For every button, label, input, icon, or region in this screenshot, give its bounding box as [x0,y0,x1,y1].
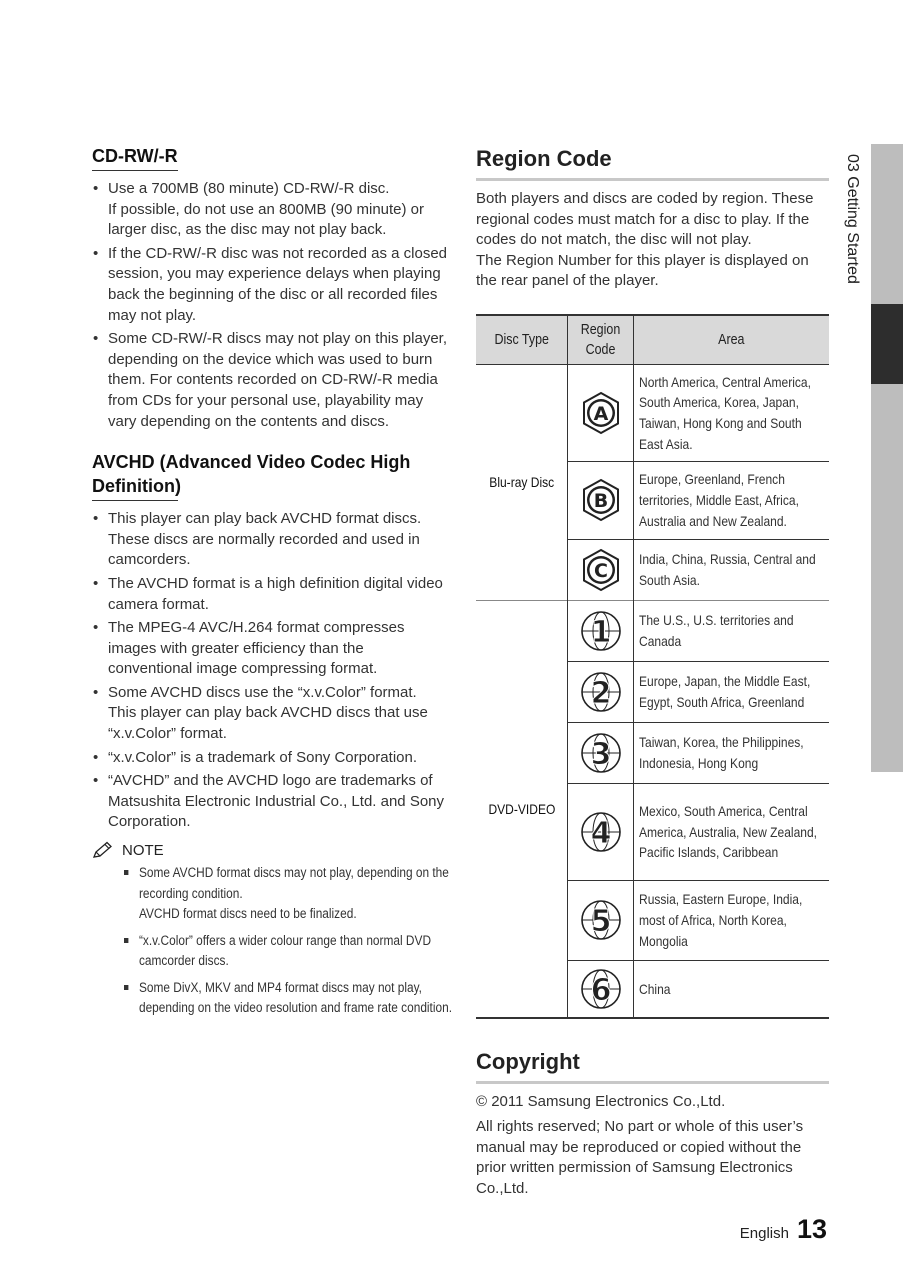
page-number: 13 [796,1214,827,1244]
svg-text:A: A [593,402,608,425]
list-item-text: If the CD-RW/-R disc was not recorded as a closed session, you may experience delays when playing back the beginning of the disc or all recorded files may not play. [108,244,448,324]
list-item: • This player can play back AVCHD format discs. These discs are normally recorded and used in camcorders. [92,509,448,571]
region-intro: Both players and discs are coded by region. These regional codes must match for a disc to play. If the codes do not match, the disc will not play. [476,190,814,249]
svg-text:B: B [593,490,608,513]
region-panel-note: The Region Number for this player is displayed on the rear panel of the player. [476,251,809,290]
note-text: AVCHD format discs need to be finalized. [138,906,357,922]
note-item [124,931,458,972]
list-item: • Some AVCHD discs use the “x.v.Color” format. This player can play back AVCHD discs that use “x.v.Color” format. [92,683,448,745]
bluray-region-c-icon [581,548,621,592]
chapter-label: 03 Getting Started [844,154,861,284]
note-list [92,863,453,1019]
note-item [124,863,458,925]
cdrw-heading: CD-RW/-R [92,144,178,171]
right-column [476,144,829,1199]
header-disc-type: Disc Type [476,315,568,365]
note-text: Some DivX, MKV and MP4 format discs may not play, depending on the video resolution and frame rate condition. [138,979,453,1016]
svg-text:2: 2 [590,675,611,711]
left-column [92,144,453,1025]
table-header-row [476,315,829,365]
region-code-cell [568,960,634,1018]
globe-region-5-icon [579,898,623,942]
note-text: Some AVCHD format discs may not play, depending on the recording condition. [138,865,449,901]
svg-text:5: 5 [590,904,611,940]
copyright-notice: All rights reserved; No part or whole of this user’s manual may be reproduced or copied without the prior written permission of Samsung Electronics Co.,Ltd. [476,1118,804,1197]
avchd-heading: AVCHD (Advanced Video Codec High Definition) [92,452,411,497]
note-heading [92,841,448,859]
bluray-region-a-icon [581,391,621,435]
list-item [92,179,448,241]
svg-text:4: 4 [590,815,611,851]
region-area-cell: North America, Central America, South America, Korea, Japan, Taiwan, Hong Kong and South East Asia. [634,364,830,461]
list-item [92,329,448,432]
note-label: NOTE [122,841,164,859]
list-item-text: Some CD-RW/-R discs may not play on this player, depending on the device which was used to burn them. For contents recorded on CD-RW/-R media from CDs for your personal use, playability may vary depending on the contents and discs. [108,330,448,430]
region-code-cell [568,539,634,600]
copyright-section [476,1047,829,1199]
list-item: • The MPEG-4 AVC/H.264 format compresses images with greater efficiency than the conventional image compressing format. [92,618,448,680]
list-item: • The AVCHD format is a high definition digital video camera format. [92,574,448,615]
list-item-text: If possible, do not use an 800MB (90 minute) or larger disc, as the disc may not play back. [108,200,425,239]
disc-type-bluray: Blu-ray Disc [476,364,568,600]
region-code-cell [568,722,634,783]
avchd-section [92,450,448,833]
region-code-cell [568,600,634,661]
header-area: Area [634,315,830,365]
globe-region-3-icon [579,731,623,775]
disc-type-dvd: DVD-VIDEO [476,600,568,1018]
region-code-cell [568,880,634,960]
region-area-cell: Russia, Eastern Europe, India, most of Africa, North Korea, Mongolia [634,880,830,960]
region-code-cell [568,783,634,880]
region-area-cell: Europe, Greenland, French territories, Middle East, Africa, Australia and New Zealand. [634,461,830,539]
pencil-icon [92,841,114,859]
list-item-text: • Use a 700MB (80 minute) CD-RW/-R disc. [108,180,390,197]
region-area-cell: The U.S., U.S. territories and Canada [634,600,830,661]
region-code-section [476,144,829,1019]
side-tab-marker [871,304,903,384]
note-text: “x.v.Color” offers a wider colour range than normal DVD camcorder discs. [138,932,432,969]
list-item: • “x.v.Color” is a trademark of Sony Corporation. [92,748,448,769]
region-code-table [476,314,829,1020]
region-area-cell: Taiwan, Korea, the Philippines, Indonesia, Hong Kong [634,722,830,783]
heading-underline [92,500,178,501]
region-code-cell [568,461,634,539]
region-area-cell: Mexico, South America, Central America, Australia, New Zealand, Pacific Islands, Caribbean [634,783,830,880]
avchd-list [92,509,448,833]
note-item [124,978,458,1019]
region-area-cell: India, China, Russia, Central and South Asia. [634,539,830,600]
copyright-line: © 2011 Samsung Electronics Co.,Ltd. [476,1093,726,1111]
globe-region-4-icon [579,810,623,854]
globe-region-6-icon [579,967,623,1011]
region-code-cell [568,364,634,461]
svg-text:C: C [593,559,608,582]
table-row [476,364,829,461]
cdrw-list [92,179,448,432]
note-section [92,841,453,1019]
globe-region-1-icon [579,609,623,653]
svg-text:3: 3 [590,736,611,772]
list-item [92,244,448,326]
footer-language: English [739,1225,789,1242]
region-code-cell [568,661,634,722]
region-area-cell: China [634,960,830,1018]
region-code-title: Region Code [476,144,829,181]
globe-region-2-icon [579,670,623,714]
cdrw-section [92,144,448,432]
svg-text:1: 1 [590,614,611,650]
header-region-code: Region Code [568,315,634,365]
copyright-title: Copyright [476,1047,829,1084]
table-row [476,600,829,661]
list-item: • “AVCHD” and the AVCHD logo are trademarks of Matsushita Electronic Industrial Co., Ltd. and Sony Corporation. [92,771,448,833]
page-footer [740,1214,827,1245]
svg-text:6: 6 [590,973,611,1009]
region-area-cell: Europe, Japan, the Middle East, Egypt, South Africa, Greenland [634,661,830,722]
bluray-region-b-icon [581,478,621,522]
